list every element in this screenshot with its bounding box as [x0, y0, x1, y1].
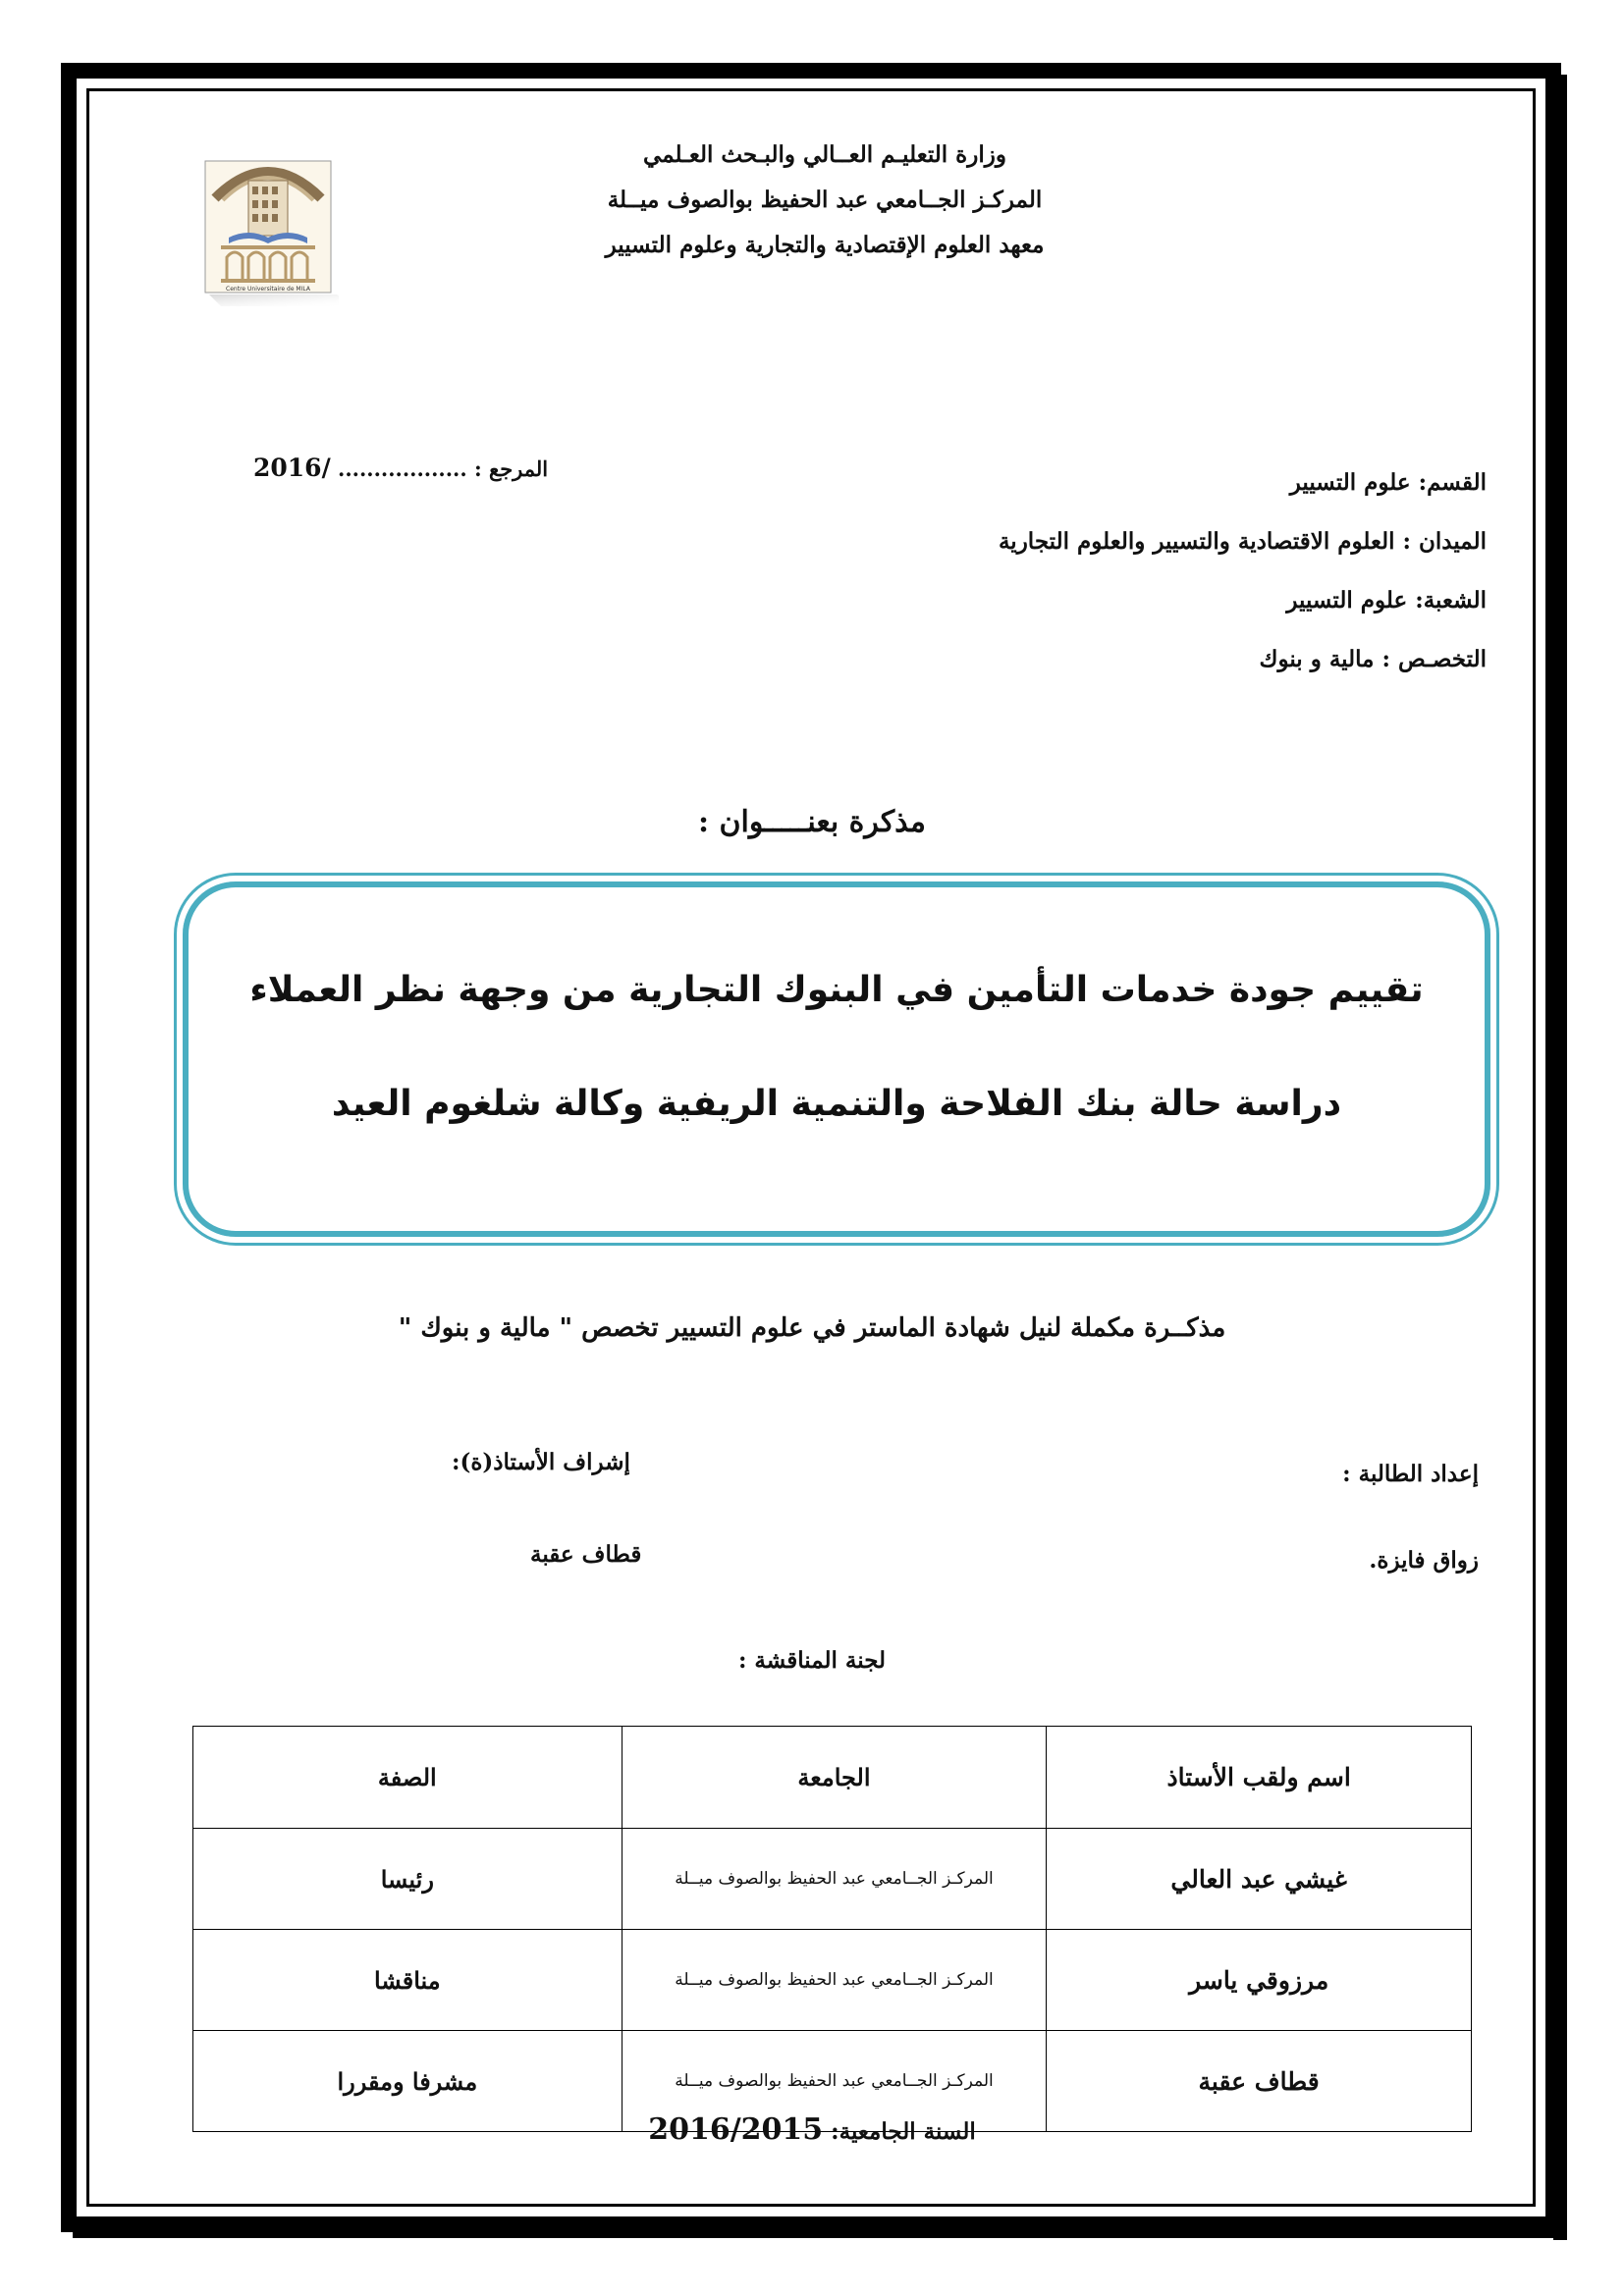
thesis-subtitle-case-study: دراسة حالة بنك الفلاحة والتنمية الريفية وكالة شلغوم العيد [331, 1084, 1342, 1124]
svg-text:Centre Universitaire de MILA: Centre Universitaire de MILA [226, 286, 310, 293]
member-university: المركـز الجــامعي عبد الحفيظ بوالصوف ميــلة [622, 2031, 1047, 2132]
reference-label: المرجع : .................. [338, 456, 549, 481]
header-role: الصفة [193, 1727, 623, 1829]
committee-heading: لجنة المناقشة : [737, 1647, 887, 1674]
table-header-row [193, 1727, 1472, 1829]
table-row [193, 1829, 1472, 1930]
academic-year-value: 2016/2015 [648, 2112, 824, 2147]
specialty-line: التخصـص : مالية و بنوك [1259, 646, 1487, 672]
ministry-name: وزارة التعليـم العــالي والبـحث العـلمي [643, 141, 1006, 168]
member-name: غيشي عبد العالي [1047, 1829, 1472, 1930]
member-university: المركـز الجــامعي عبد الحفيظ بوالصوف ميــلة [622, 1930, 1047, 2031]
header-name: اسم ولقب الأستاذ [1047, 1727, 1472, 1829]
branch-line: الشعبة: علوم التسيير [1286, 587, 1487, 614]
reference-field [253, 454, 548, 482]
university-logo [201, 147, 339, 306]
committee-table [192, 1726, 1472, 2132]
academic-info [878, 454, 1487, 689]
header-university: الجامعة [622, 1727, 1047, 1829]
member-role: مشرفا ومقررا [193, 2031, 623, 2132]
student-name: زواق فايزة. [1369, 1547, 1479, 1574]
member-role: رئيسا [193, 1829, 623, 1930]
reference-year: /2016 [253, 454, 331, 482]
field-line: الميدان : العلوم الاقتصادية والتسيير والعلوم التجارية [998, 528, 1487, 555]
institution-header [550, 133, 1100, 268]
student-label: إعداد الطالبة : [1342, 1461, 1479, 1487]
academic-year [0, 2112, 1624, 2147]
department-line: القسم: علوم التسيير [1289, 469, 1487, 496]
university-center-name: المركـز الجــامعي عبد الحفيظ بوالصوف ميــلة [607, 187, 1043, 213]
degree-statement: مذكــرة مكملة لنيل شهادة الماستر في علوم التسيير تخصص " مالية و بنوك " [398, 1313, 1226, 1343]
member-role: مناقشا [193, 1930, 623, 2031]
member-university: المركـز الجــامعي عبد الحفيظ بوالصوف ميــلة [622, 1829, 1047, 1930]
thesis-title: تقييم جودة خدمات التأمين في البنوك التجارية من وجهة نظر العملاء [249, 970, 1424, 1010]
memo-heading: مذكرة بعنـــــوان : [697, 805, 927, 839]
academic-year-label: السنة الجامعية: [831, 2118, 976, 2145]
member-name: مرزوقي ياسر [1047, 1930, 1472, 2031]
supervisor-label: إشراف الأستاذ(ة): [452, 1449, 630, 1475]
table-row [193, 1930, 1472, 2031]
institute-name: معهد العلوم الإقتصادية والتجارية وعلوم التسيير [605, 232, 1045, 258]
title-box [183, 881, 1490, 1237]
supervisor-name: قطاف عقبة [530, 1541, 642, 1568]
member-name: قطاف عقبة [1047, 2031, 1472, 2132]
